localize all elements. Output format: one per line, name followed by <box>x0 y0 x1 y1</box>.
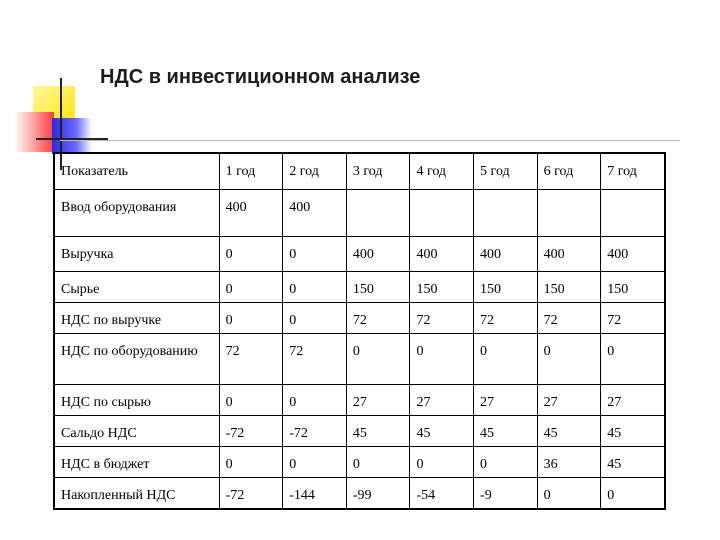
table-cell: 27 <box>537 385 601 416</box>
table-row <box>54 272 665 303</box>
row-label: Сальдо НДС <box>54 416 219 447</box>
table-cell: -99 <box>346 478 410 510</box>
table-cell: 0 <box>219 303 283 334</box>
decor-blue-square <box>52 118 92 154</box>
table-cell: 150 <box>346 272 410 303</box>
table-row <box>54 303 665 334</box>
table-cell: 72 <box>410 303 474 334</box>
table-cell: -54 <box>410 478 474 510</box>
table-row <box>54 334 665 385</box>
table-cell: 0 <box>219 447 283 478</box>
table-cell: 0 <box>283 237 347 272</box>
table-cell: 0 <box>601 334 665 385</box>
table-cell: 27 <box>346 385 410 416</box>
table-cell: 72 <box>283 334 347 385</box>
table-cell: 400 <box>346 237 410 272</box>
table-cell: 27 <box>410 385 474 416</box>
header-cell: Показатель <box>54 153 219 190</box>
header-cell: 4 год <box>410 153 474 190</box>
header-cell: 6 год <box>537 153 601 190</box>
table-cell: 150 <box>410 272 474 303</box>
table-cell: 400 <box>219 190 283 237</box>
table-cell <box>346 190 410 237</box>
table-cell: 72 <box>346 303 410 334</box>
row-label: НДС по оборудованию <box>54 334 219 385</box>
table-cell: 45 <box>601 416 665 447</box>
table-cell: 45 <box>601 447 665 478</box>
header-cell: 2 год <box>283 153 347 190</box>
table-cell: 400 <box>474 237 538 272</box>
table-cell: 0 <box>410 447 474 478</box>
header-cell: 3 год <box>346 153 410 190</box>
table-cell: 27 <box>601 385 665 416</box>
header-cell: 5 год <box>474 153 538 190</box>
table-cell: 400 <box>537 237 601 272</box>
row-label: НДС в бюджет <box>54 447 219 478</box>
table-cell: 0 <box>346 334 410 385</box>
table-cell: -9 <box>474 478 538 510</box>
table-cell: 150 <box>601 272 665 303</box>
table-cell: 0 <box>474 447 538 478</box>
header-cell: 1 год <box>219 153 283 190</box>
table-cell: 72 <box>601 303 665 334</box>
table-row <box>54 416 665 447</box>
table-row <box>54 237 665 272</box>
title-underline <box>60 140 680 141</box>
table-header-row <box>54 153 665 190</box>
row-label: Выручка <box>54 237 219 272</box>
table-cell <box>474 190 538 237</box>
row-label: Накопленный НДС <box>54 478 219 510</box>
row-label: НДС по выручке <box>54 303 219 334</box>
table-cell <box>537 190 601 237</box>
table-cell: -72 <box>283 416 347 447</box>
table-cell: 0 <box>219 385 283 416</box>
slide-title: НДС в инвестиционном анализе <box>100 66 421 88</box>
table-cell: 0 <box>474 334 538 385</box>
table-cell: 0 <box>283 303 347 334</box>
table-cell: 36 <box>537 447 601 478</box>
table-cell: 0 <box>283 385 347 416</box>
table-cell: 72 <box>474 303 538 334</box>
table-cell: 45 <box>537 416 601 447</box>
table-cell: 150 <box>474 272 538 303</box>
table-cell: 72 <box>537 303 601 334</box>
table-row <box>54 478 665 510</box>
table-cell: 0 <box>537 478 601 510</box>
table-row <box>54 385 665 416</box>
vat-analysis-table <box>53 152 666 510</box>
table-row <box>54 447 665 478</box>
decor-red-square <box>14 112 54 152</box>
table-cell: 0 <box>537 334 601 385</box>
table-cell: 72 <box>219 334 283 385</box>
table-cell: 0 <box>219 272 283 303</box>
table-cell: -144 <box>283 478 347 510</box>
table-cell: 0 <box>410 334 474 385</box>
table-cell: 0 <box>346 447 410 478</box>
row-label: НДС по сырью <box>54 385 219 416</box>
table-cell: 27 <box>474 385 538 416</box>
table-cell: 45 <box>410 416 474 447</box>
table-cell: 0 <box>601 478 665 510</box>
table-cell: 0 <box>283 447 347 478</box>
table-cell: -72 <box>219 416 283 447</box>
table-cell: 0 <box>219 237 283 272</box>
table-cell: 0 <box>283 272 347 303</box>
row-label: Ввод оборудования <box>54 190 219 237</box>
table-cell <box>410 190 474 237</box>
header-cell: 7 год <box>601 153 665 190</box>
table-cell: 400 <box>410 237 474 272</box>
table-cell <box>601 190 665 237</box>
row-label: Сырье <box>54 272 219 303</box>
table-cell: 45 <box>346 416 410 447</box>
table-row <box>54 190 665 237</box>
table-cell: -72 <box>219 478 283 510</box>
table-cell: 400 <box>283 190 347 237</box>
table-cell: 150 <box>537 272 601 303</box>
table-cell: 45 <box>474 416 538 447</box>
table-cell: 400 <box>601 237 665 272</box>
